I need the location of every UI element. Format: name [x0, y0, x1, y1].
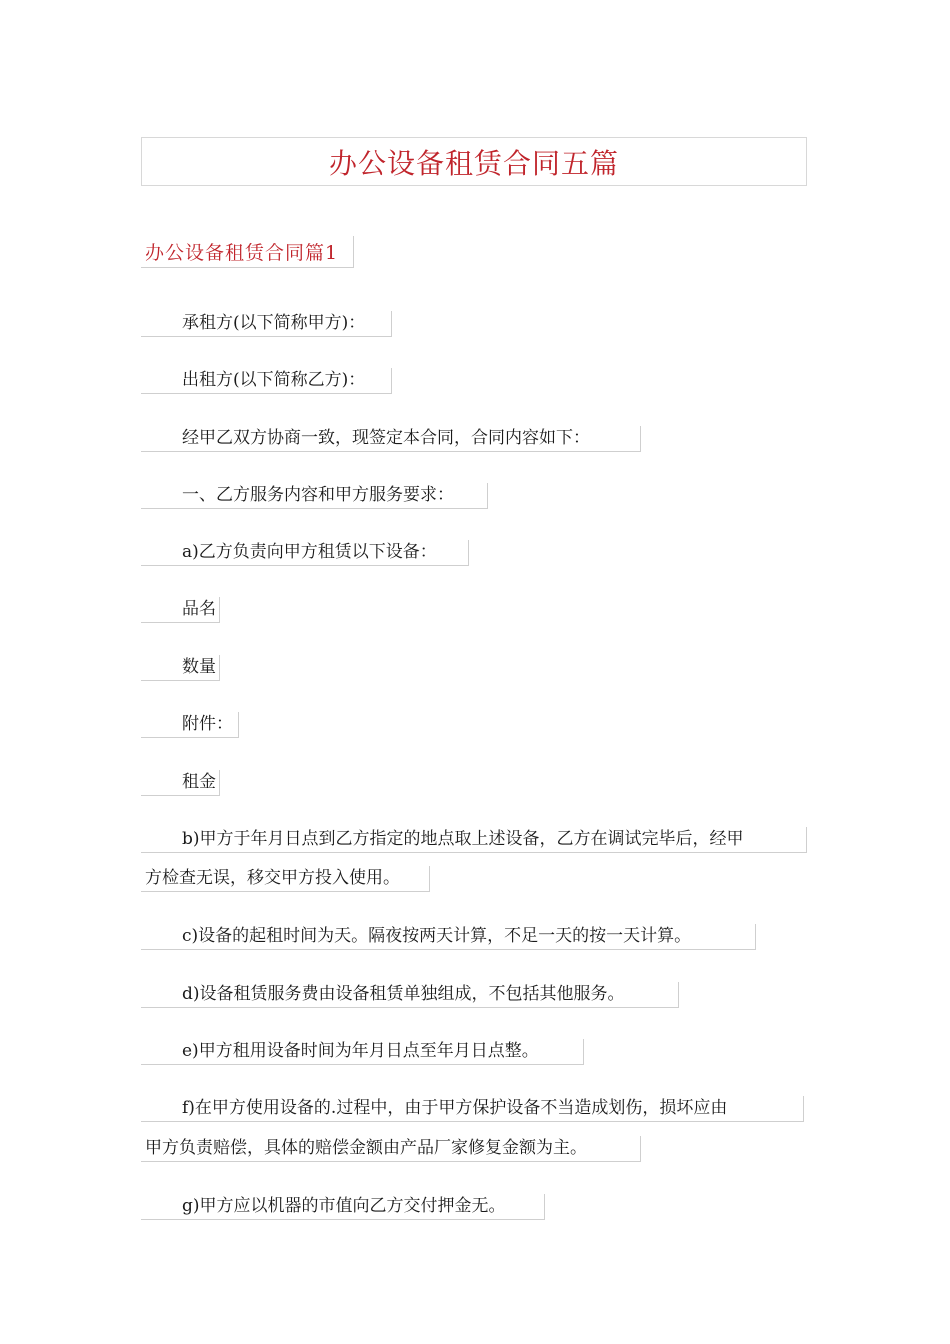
- paragraph-line: g)甲方应以机器的市值向乙方交付押金无。: [141, 1194, 545, 1220]
- section-heading: 办公设备租赁合同篇1: [145, 242, 339, 264]
- paragraph-line: 出租方(以下简称乙方)：: [141, 368, 392, 394]
- section-heading-box: [141, 236, 354, 268]
- paragraph-line: b)甲方于年月日点到乙方指定的地点取上述设备，乙方在调试完毕后，经甲: [141, 827, 807, 853]
- paragraph-line: 租金: [141, 770, 220, 796]
- paragraph-line: f)在甲方使用设备的.过程中，由于甲方保护设备不当造成划伤，损坏应由: [141, 1096, 804, 1122]
- paragraph-line: 数量: [141, 655, 220, 681]
- paragraph-line: 一、乙方服务内容和甲方服务要求：: [141, 483, 488, 509]
- paragraph-line: e)甲方租用设备时间为年月日点至年月日点整。: [141, 1039, 584, 1065]
- paragraph-line: 经甲乙双方协商一致，现签定本合同，合同内容如下：: [141, 426, 641, 452]
- paragraph-line: 方检查无误，移交甲方投入使用。: [141, 866, 430, 892]
- paragraph-line: 承租方(以下简称甲方)：: [141, 311, 392, 337]
- title-box: [141, 137, 807, 186]
- paragraph-line: d)设备租赁服务费由设备租赁单独组成，不包括其他服务。: [141, 982, 679, 1008]
- paragraph-line: 品名: [141, 597, 220, 623]
- paragraph-line: 附件：: [141, 712, 239, 738]
- paragraph-line: c)设备的起租时间为天。隔夜按两天计算，不足一天的按一天计算。: [141, 924, 756, 950]
- document-title: 办公设备租赁合同五篇: [328, 147, 619, 180]
- paragraph-line: a)乙方负责向甲方租赁以下设备：: [141, 540, 469, 566]
- paragraph-line: 甲方负责赔偿，具体的赔偿金额由产品厂家修复金额为主。: [141, 1136, 641, 1162]
